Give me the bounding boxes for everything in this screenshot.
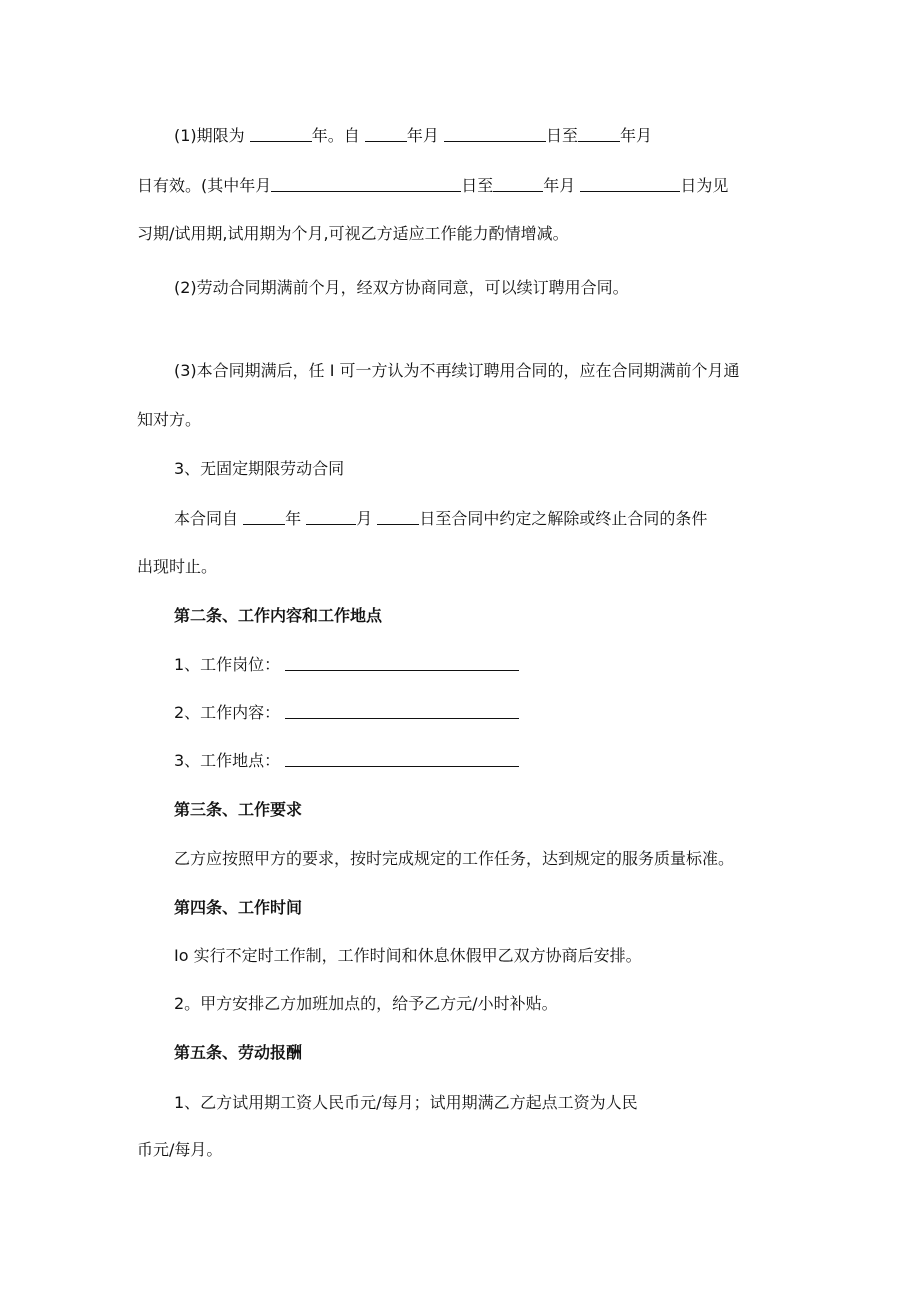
article-3-text: 乙方应按照甲方的要求，按时完成规定的工作任务，达到规定的服务质量标准。 [174, 849, 735, 868]
term-line-1-seg-2: 年月 [406, 126, 439, 145]
term-line-2-seg-3: 日为见 [680, 176, 729, 195]
indefinite-day-blank[interactable] [377, 508, 419, 525]
article-5-item-1-cont: 币元/每月。 [137, 1140, 223, 1159]
indefinite-contract-line-1 [174, 508, 707, 530]
indefinite-line-1-seg-3: 日至合同中约定之解除或终止合同的条件 [419, 509, 708, 528]
term-line-1-prefix: (1)期限为 [174, 126, 245, 145]
article-4-item-2: 2。甲方安排乙方加班加点的，给予乙方元/小时补贴。 [174, 994, 558, 1013]
term-line-2-seg-1: 日至 [461, 176, 494, 195]
article-2-heading: 第二条、工作内容和工作地点 [174, 606, 383, 625]
article-5-item-1: 1、乙方试用期工资人民币元/每月；试用期满乙方起点工资为人民 [174, 1093, 638, 1112]
probation-end-day-blank[interactable] [580, 175, 680, 192]
job-content-field[interactable] [285, 702, 519, 719]
job-content-label: 2、工作内容： [174, 703, 281, 722]
indefinite-year-blank[interactable] [243, 508, 285, 525]
term-line-2-seg-2: 年月 [543, 176, 576, 195]
job-content-row [174, 702, 519, 724]
indefinite-line-1-seg-2: 月 [356, 509, 373, 528]
article-4-item-1: Io 实行不定时工作制，工作时间和休息休假甲乙双方协商后安排。 [174, 946, 642, 965]
term-start-year-blank[interactable] [365, 125, 407, 142]
work-location-row [174, 750, 519, 772]
article-5-heading: 第五条、劳动报酬 [174, 1043, 303, 1062]
indefinite-contract-heading: 3、无固定期限劳动合同 [174, 459, 345, 478]
article-4-heading: 第四条、工作时间 [174, 898, 303, 917]
indefinite-line-1-prefix: 本合同自 [174, 509, 239, 528]
indefinite-contract-line-2: 出现时止。 [137, 557, 218, 576]
term-expiry-clause: (3)本合同期满后，任 I 可一方认为不再续订聘用合同的，应在合同期满前个月通 [174, 361, 740, 380]
term-start-day-blank[interactable] [444, 125, 546, 142]
term-line-2 [137, 175, 728, 197]
probation-end-year-blank[interactable] [493, 175, 543, 192]
article-3-heading: 第三条、工作要求 [174, 800, 303, 819]
term-year-blank[interactable] [250, 125, 312, 142]
term-line-1-seg-3: 日至 [545, 126, 578, 145]
term-renewal-clause: (2)劳动合同期满前个月，经双方协商同意，可以续订聘用合同。 [174, 278, 629, 297]
work-location-label: 3、工作地点： [174, 751, 281, 770]
indefinite-line-1-seg-1: 年 [285, 509, 302, 528]
term-line-2-prefix: 日有效。(其中年月 [137, 176, 272, 195]
job-position-field[interactable] [285, 654, 519, 671]
probation-start-blank[interactable] [271, 175, 461, 192]
term-line-1-seg-1: 年。自 [311, 126, 360, 145]
job-position-label: 1、工作岗位： [174, 655, 281, 674]
term-line-3: 习期/试用期,试用期为个月,可视乙方适应工作能力酌情增减。 [137, 224, 569, 243]
term-line-1-seg-4: 年月 [620, 126, 653, 145]
work-location-field[interactable] [285, 750, 519, 767]
job-position-row [174, 654, 519, 676]
term-line-1 [174, 125, 652, 147]
term-end-year-blank[interactable] [578, 125, 620, 142]
term-expiry-clause-cont: 知对方。 [137, 410, 202, 429]
indefinite-month-blank[interactable] [306, 508, 356, 525]
